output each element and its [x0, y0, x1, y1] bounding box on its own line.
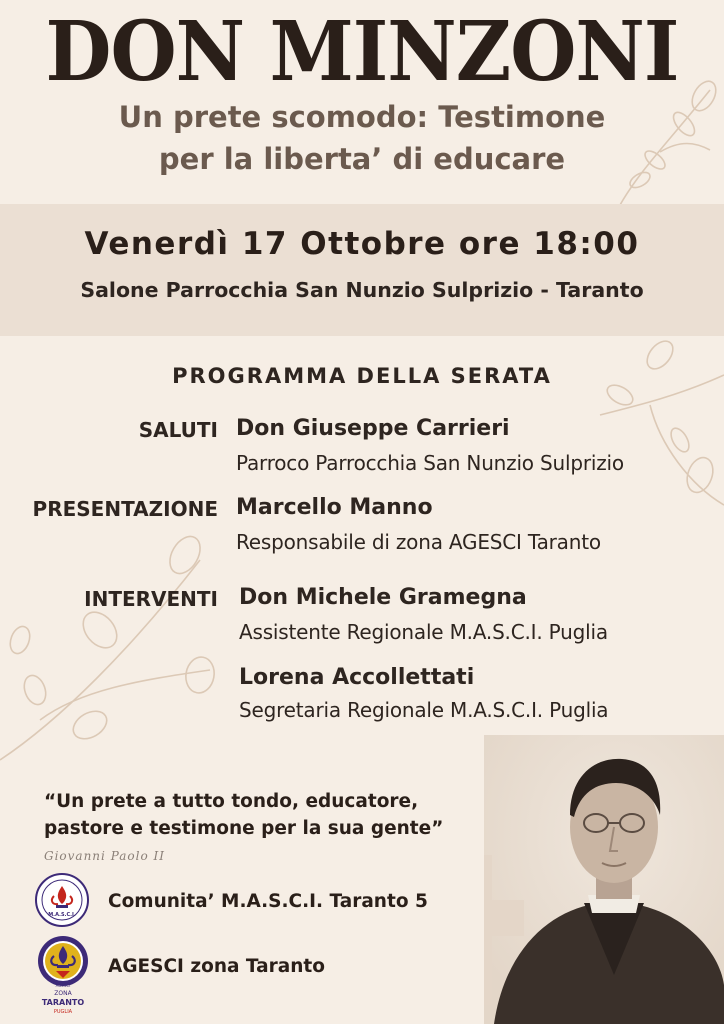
quote [44, 788, 443, 842]
quote-line-2: pastore e testimone per la sua gente” [44, 818, 444, 839]
event-date: Venerdì 17 Ottobre ore 18:00 [84, 226, 640, 262]
floral-decoration-left [0, 520, 230, 780]
program-label-interventi: INTERVENTI [84, 587, 218, 611]
event-venue: Salone Parrocchia San Nunzio Sulprizio - Taranto [80, 278, 644, 302]
speaker-name: Lorena Accollettati [239, 665, 475, 690]
quote-line-1: “Un prete a tutto tondo, educatore, [44, 791, 419, 812]
agesci-logo-caption-taranto: TARANTO [41, 998, 85, 1007]
masci-logo-icon [34, 872, 90, 928]
agesci-logo-caption-puglia: PUGLIA [53, 1009, 73, 1015]
speaker-name: Marcello Manno [236, 495, 433, 520]
agesci-logo-icon [34, 934, 92, 1022]
masci-logo-text: M.A.S.C.I. [48, 912, 76, 918]
organizer-agesci: AGESCI zona Taranto [108, 956, 325, 977]
don-minzoni-portrait [484, 735, 724, 1024]
speaker-role: Responsabile di zona AGESCI Taranto [236, 530, 601, 554]
subtitle-line-2: per la liberta’ di educare [158, 142, 566, 176]
event-info-band [0, 204, 724, 336]
subtitle-line-1: Un prete scomodo: Testimone [118, 100, 606, 134]
speaker-name: Don Michele Gramegna [239, 585, 527, 610]
quote-author-signature: Giovanni Paolo II [44, 849, 165, 863]
program-label-presentazione: PRESENTAZIONE [32, 497, 218, 521]
agesci-logo-caption-zona: ZONA [54, 990, 72, 997]
speaker-role: Assistente Regionale M.A.S.C.I. Puglia [239, 620, 608, 644]
agesci-logo-text: AGESCI [55, 983, 71, 988]
program-label-saluti: SALUTI [138, 418, 218, 442]
speaker-role: Parroco Parrocchia San Nunzio Sulprizio [236, 451, 624, 475]
subtitle [0, 96, 724, 180]
page-title: DON MINZONI [45, 3, 679, 100]
speaker-name: Don Giuseppe Carrieri [236, 416, 510, 441]
program-title: PROGRAMMA DELLA SERATA [172, 364, 552, 388]
speaker-role: Segretaria Regionale M.A.S.C.I. Puglia [239, 698, 609, 722]
organizer-masci: Comunita’ M.A.S.C.I. Taranto 5 [108, 891, 428, 912]
